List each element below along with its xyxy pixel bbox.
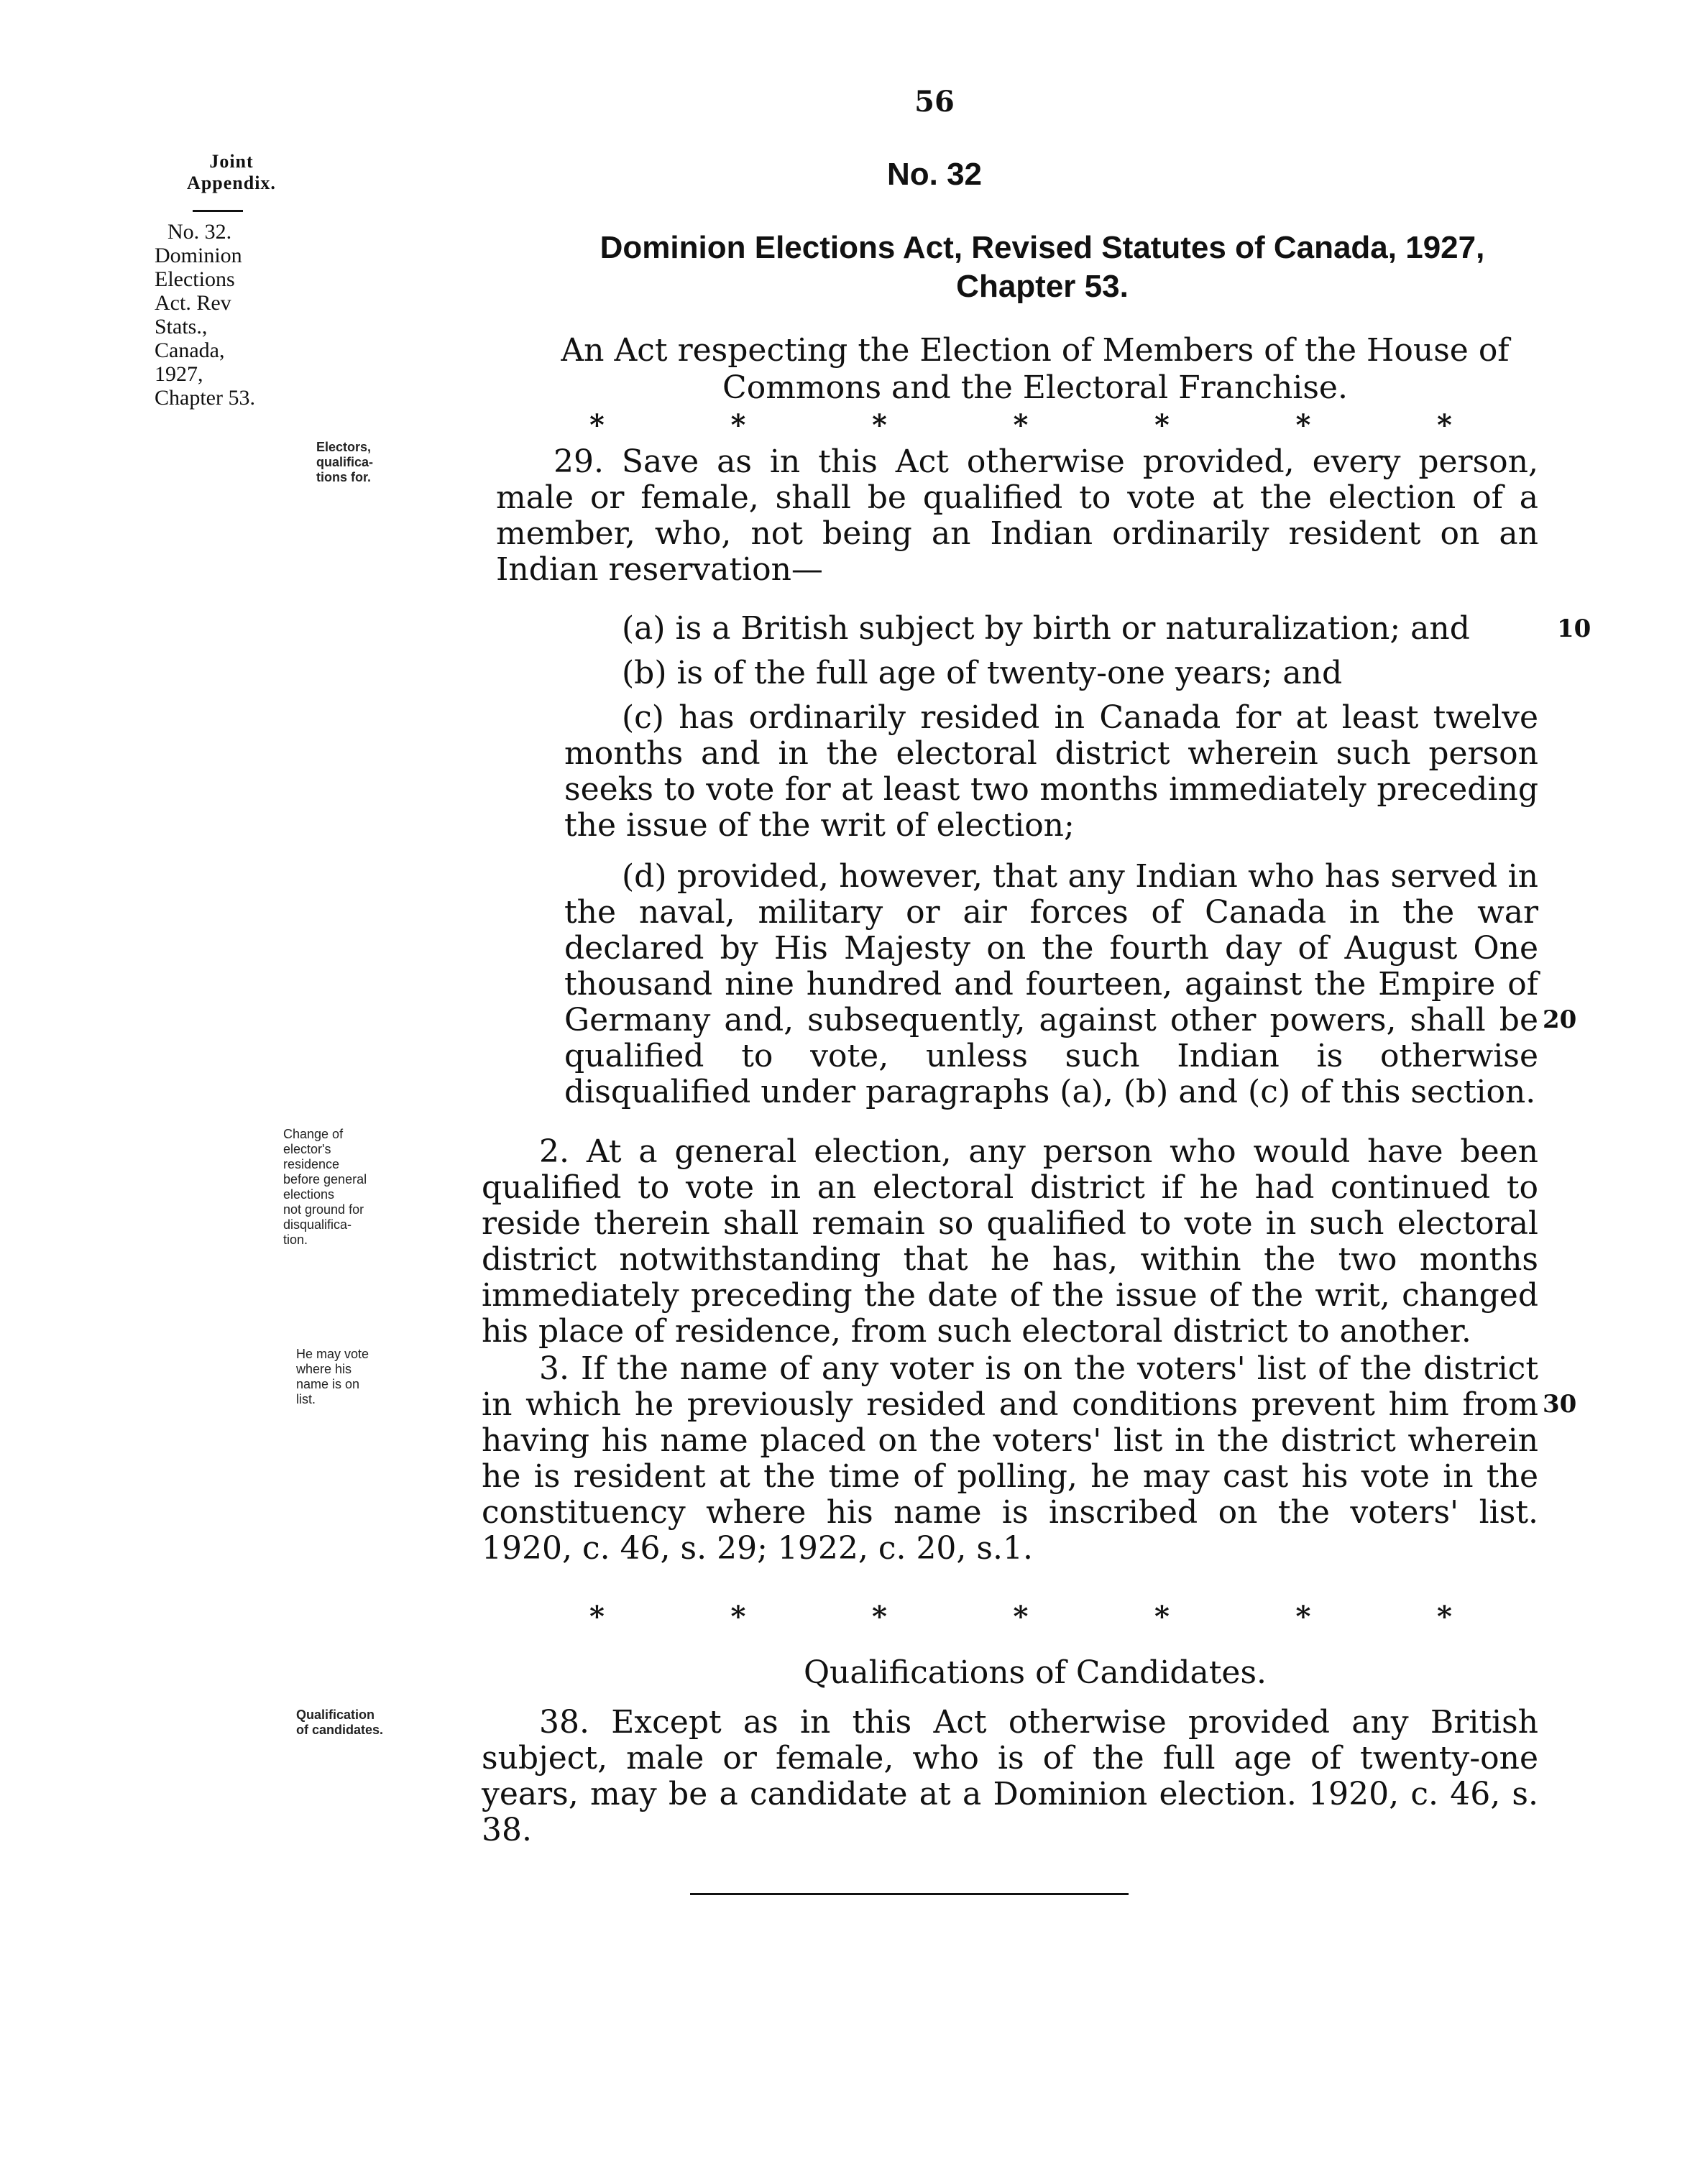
star: * [1437,408,1452,442]
subtitle-line-2: Commons and the Electoral Franchise. [722,369,1348,406]
document-number: No. 32 [886,157,983,192]
star: * [589,408,605,442]
star: * [730,408,746,442]
sidenote-qualification-candidates [296,1708,454,1738]
star: * [1154,1600,1170,1634]
subsection-3-block [482,1351,1538,1567]
subsection-3: 3. If the name of any voter is on the voters' list of the district in which he previously resided and conditions prevent him from having his name placed on the voters' list in the district wherein he is resident at the time of polling, he may cast his vote in the constituency where his name is inscribed on the voters' list. 1920, c. 46, s. 29; 1922, c. 20, s.1. [482,1350,1538,1567]
margin-line: Canada, [155,338,225,362]
sidenote-line: elections [283,1187,335,1202]
sidenote-change-residence [283,1127,449,1248]
clause-c-block [564,700,1538,844]
sidenote-line: name is on [296,1377,360,1391]
sidenote-line: qualifica- [316,455,374,469]
clause-c: (c) has ordinarily resided in Canada for at least twelve months and in the electoral district wherein such person seeks to vote for at least two months immediately preceding the issue of the writ of election; [564,699,1538,844]
star: * [872,1600,887,1634]
section-break-stars-top [589,408,1452,442]
clause-a-block [564,611,1538,647]
sidenote-line: of candidates. [296,1723,384,1737]
margin-line: Elections [155,267,235,291]
line-number-10: 10 [1557,614,1591,643]
sidenote-line: residence [283,1157,340,1171]
clause-d: (d) provided, however, that any Indian who has served in the naval, military or air forces of Canada in the war declared by His Majesty on the fourth day of August One thousand nine hundred and fourteen, against the Empire of Germany and, subsequently, against other powers, shall be qualified to vote, unless such Indian is otherwise disqualified under paragraphs (a), (b) and (c) of this section. [564,858,1538,1110]
star: * [730,1600,746,1634]
sidenote-line: where his [296,1362,352,1376]
clause-b: (b) is of the full age of twenty-one years; and [622,655,1343,691]
star: * [872,408,887,442]
clause-a: (a) is a British subject by birth or naturalization; and [622,610,1470,647]
subsection-2-block [482,1134,1538,1350]
sidenote-line: Electors, [316,440,372,454]
star: * [1013,1600,1029,1634]
star: * [1013,408,1029,442]
line-number-30: 30 [1543,1390,1577,1419]
sidenote-line: not ground for [283,1202,364,1217]
star: * [589,1600,605,1634]
section-38: 38. Except as in this Act otherwise provided any British subject, male or female, who is of the full age of twenty-one years, may be a candidate at a Dominion election. 1920, c. 46, s. 38. [482,1704,1538,1848]
heading-qualifications-candidates: Qualifications of Candidates. [803,1654,1267,1691]
joint-appendix-header [160,151,303,194]
act-subtitle [496,332,1574,407]
sidenote-line: Change of [283,1127,344,1141]
page-number: 56 [914,85,955,119]
sidenote-line: list. [296,1392,316,1406]
star: * [1295,408,1311,442]
sidenote-line: He may vote [296,1347,369,1361]
sidenote-line: disqualifica- [283,1217,352,1232]
star: * [1154,408,1170,442]
sidenote-line: before general [283,1172,367,1187]
subtitle-line-1: An Act respecting the Election of Members of the House of [561,332,1510,369]
star: * [1295,1600,1311,1634]
section-29-intro-block [496,444,1538,588]
margin-line: Dominion [155,244,242,267]
section-break-stars-bottom [589,1600,1452,1634]
subsection-2: 2. At a general election, any person who would have been qualified to vote in an electoral district if he had continued to reside therein shall remain so qualified to vote in such electoral district notwithstanding that he has, within the two months immediately preceding the date of the issue of the writ, changed his place of residence, from such electoral district to another. [482,1133,1538,1350]
document-title [503,229,1581,306]
title-line-2: Chapter 53. [956,269,1129,304]
header-line-1: Joint [209,151,254,172]
margin-line: Chapter 53. [155,386,255,410]
margin-citation [155,220,298,410]
margin-line: Act. Rev [155,291,231,315]
section-38-block [482,1705,1538,1848]
sidenote-line: elector's [283,1142,331,1156]
sidenote-line: tion. [283,1232,308,1247]
margin-line: No. 32. [167,220,232,244]
margin-line: 1927, [155,362,203,386]
header-line-2: Appendix. [187,172,276,193]
margin-divider [193,210,243,212]
closing-rule [690,1893,1129,1895]
sidenote-vote-where-listed [296,1347,440,1407]
sidenote-line: tions for. [316,470,371,484]
margin-line: Stats., [155,315,208,338]
clause-b-block [564,655,1538,691]
clause-d-block [564,859,1538,1110]
star: * [1437,1600,1452,1634]
sidenote-electors [316,440,446,485]
sidenote-line: Qualification [296,1708,375,1722]
line-number-20: 20 [1543,1005,1577,1034]
section-29-intro: 29. Save as in this Act otherwise provided, every person, male or female, shall be qualified to vote at the election of a member, who, not being an Indian ordinarily resident on an Indian reservation— [496,443,1538,588]
title-line-1: Dominion Elections Act, Revised Statutes of Canada, 1927, [600,230,1485,265]
